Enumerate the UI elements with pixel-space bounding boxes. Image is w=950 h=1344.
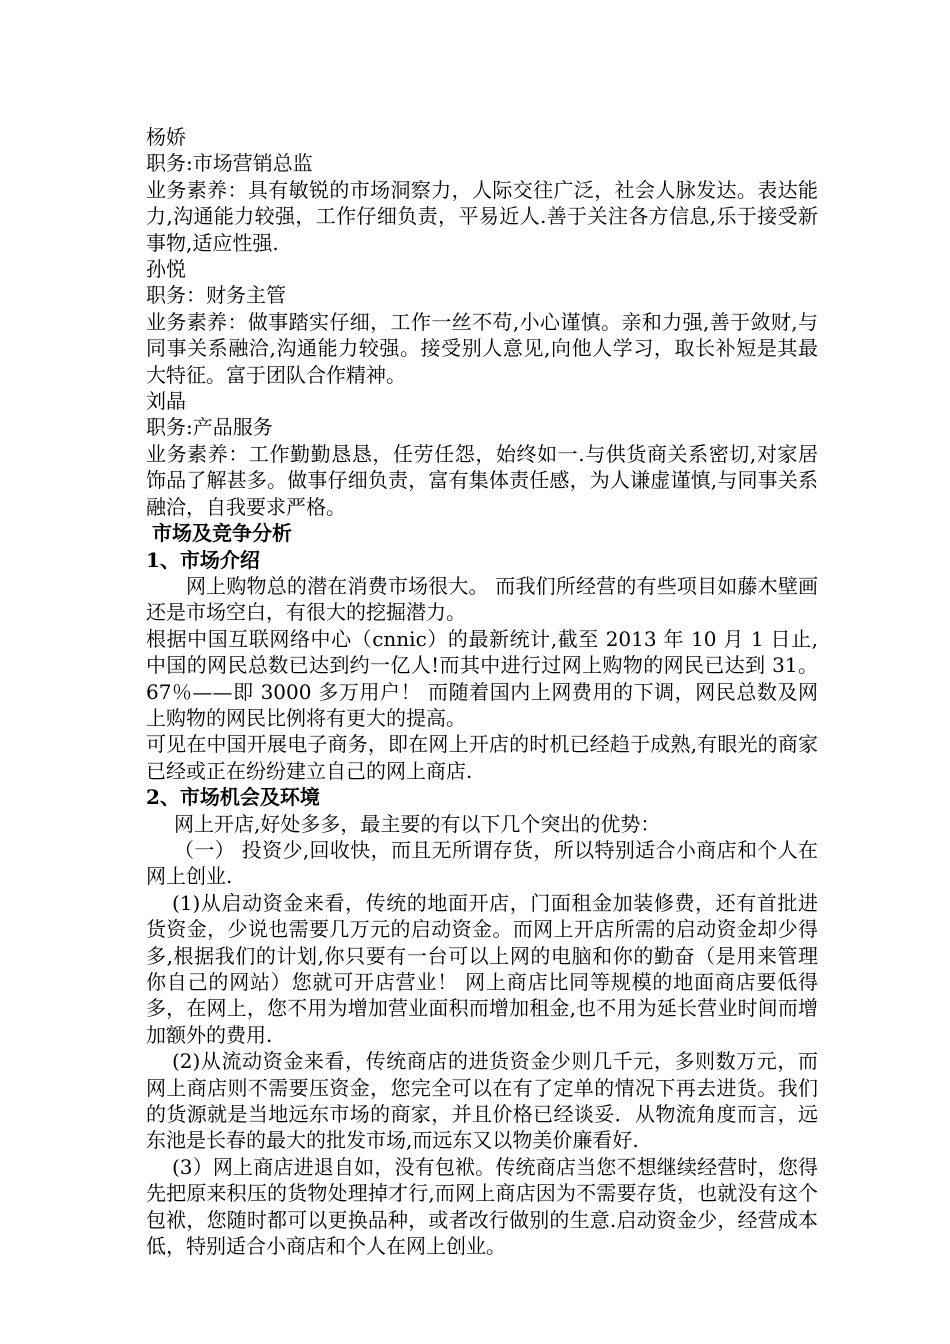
person-name: 孙悦 xyxy=(146,257,186,282)
section-title: 市场及竞争分析 xyxy=(152,521,292,546)
person-quality: 业务素养：具有敏锐的市场洞察力，人际交往广泛，社会人脉发达。表达能力,沟通能力较强，工作仔细负责，平易近人.善于关注各方信息,乐于接受新事物,适应性强. xyxy=(146,177,818,255)
person-name: 刘晶 xyxy=(146,389,186,414)
person-role: 职务：财务主管 xyxy=(146,283,286,308)
person-role: 职务:市场营销总监 xyxy=(146,151,313,176)
intro-paragraph: 可见在中国开展电子商务，即在网上开店的时机已经趋于成熟,有眼光的商家已经或正在纷纷建立自己的网上商店. xyxy=(146,732,818,783)
subsection-heading-intro: 1、市场介绍 xyxy=(146,547,260,572)
person-quality: 业务素养：做事踏实仔细，工作一丝不苟,小心谨慎。亲和力强,善于敛财,与同事关系融洽,沟通能力较强。接受别人意见,向他人学习，取长补短是其最大特征。富于团队合作精神。 xyxy=(146,309,818,387)
intro-paragraph: 网上购物总的潜在消费市场很大。 而我们所经营的有些项目如藤木壁画还是市场空白，有很大的挖掘潜力。 xyxy=(146,573,818,625)
person-quality: 业务素养：工作勤勤恳恳，任劳任怨，始终如一.与供货商关系密切,对家居饰品了解甚多。做事仔细负责，富有集体责任感，为人谦虚谨慎,与同事关系融洽，自我要求严格。 xyxy=(146,441,818,519)
intro-paragraph: 根据中国互联网络中心（cnnic）的最新统计,截至 2013 年 10 月 1 日止,中国的网民总数已达到约一亿人!而其中进行过网上购物的网民已达到 31。67％——即 3000 多万用户！ 而随着国内上网费用的下调，网民总数及网上购物的网民比例将有更大的提高。 xyxy=(146,626,818,730)
opportunity-paragraph: (2)从流动资金来看，传统商店的进货资金少则几千元，多则数万元，而网上商店则不需要压资金，您完全可以在有了定单的情况下再去进货。我们的货源就是当地远东市场的商家，并且价格已经谈妥．从物流角度而言，远东池是长春的最大的批发市场,而远东又以物美价廉看好. xyxy=(146,1049,818,1153)
opportunity-paragraph: 网上开店,好处多多，最主要的有以下几个突出的优势： xyxy=(174,811,661,836)
subsection-heading-opportunity: 2、市场机会及环境 xyxy=(146,785,320,810)
person-role: 职务:产品服务 xyxy=(146,415,273,440)
person-name: 杨娇 xyxy=(146,125,186,149)
opportunity-paragraph: (3）网上商店进退自如，没有包袱。传统商店当您不想继续经营时，您得先把原来积压的货物处理掉才行,而网上商店因为不需要存货，也就没有这个包袱，您随时都可以更换品种，或者改行做别的生意.启动资金少，经营成本低，特别适合小商店和个人在网上创业。 xyxy=(146,1154,818,1259)
document-body xyxy=(146,124,818,1259)
opportunity-paragraph: (1)从启动资金来看，传统的地面开店，门面租金加装修费，还有首批进货资金，少说也需要几万元的启动资金。而网上开店所需的启动资金却少得多,根据我们的计划,你只要有一台可以上网的电脑和你的勤奋（是用来管理你自己的网站）您就可开店营业！ 网上商店比同等规模的地面商店要低得多，在网上，您不用为增加营业面积而增加租金,也不用为延长营业时间而增加额外的费用. xyxy=(146,890,818,1047)
opportunity-paragraph: （一） 投资少,回收快，而且无所谓存货，所以特别适合小商店和个人在网上创业. xyxy=(146,837,818,889)
